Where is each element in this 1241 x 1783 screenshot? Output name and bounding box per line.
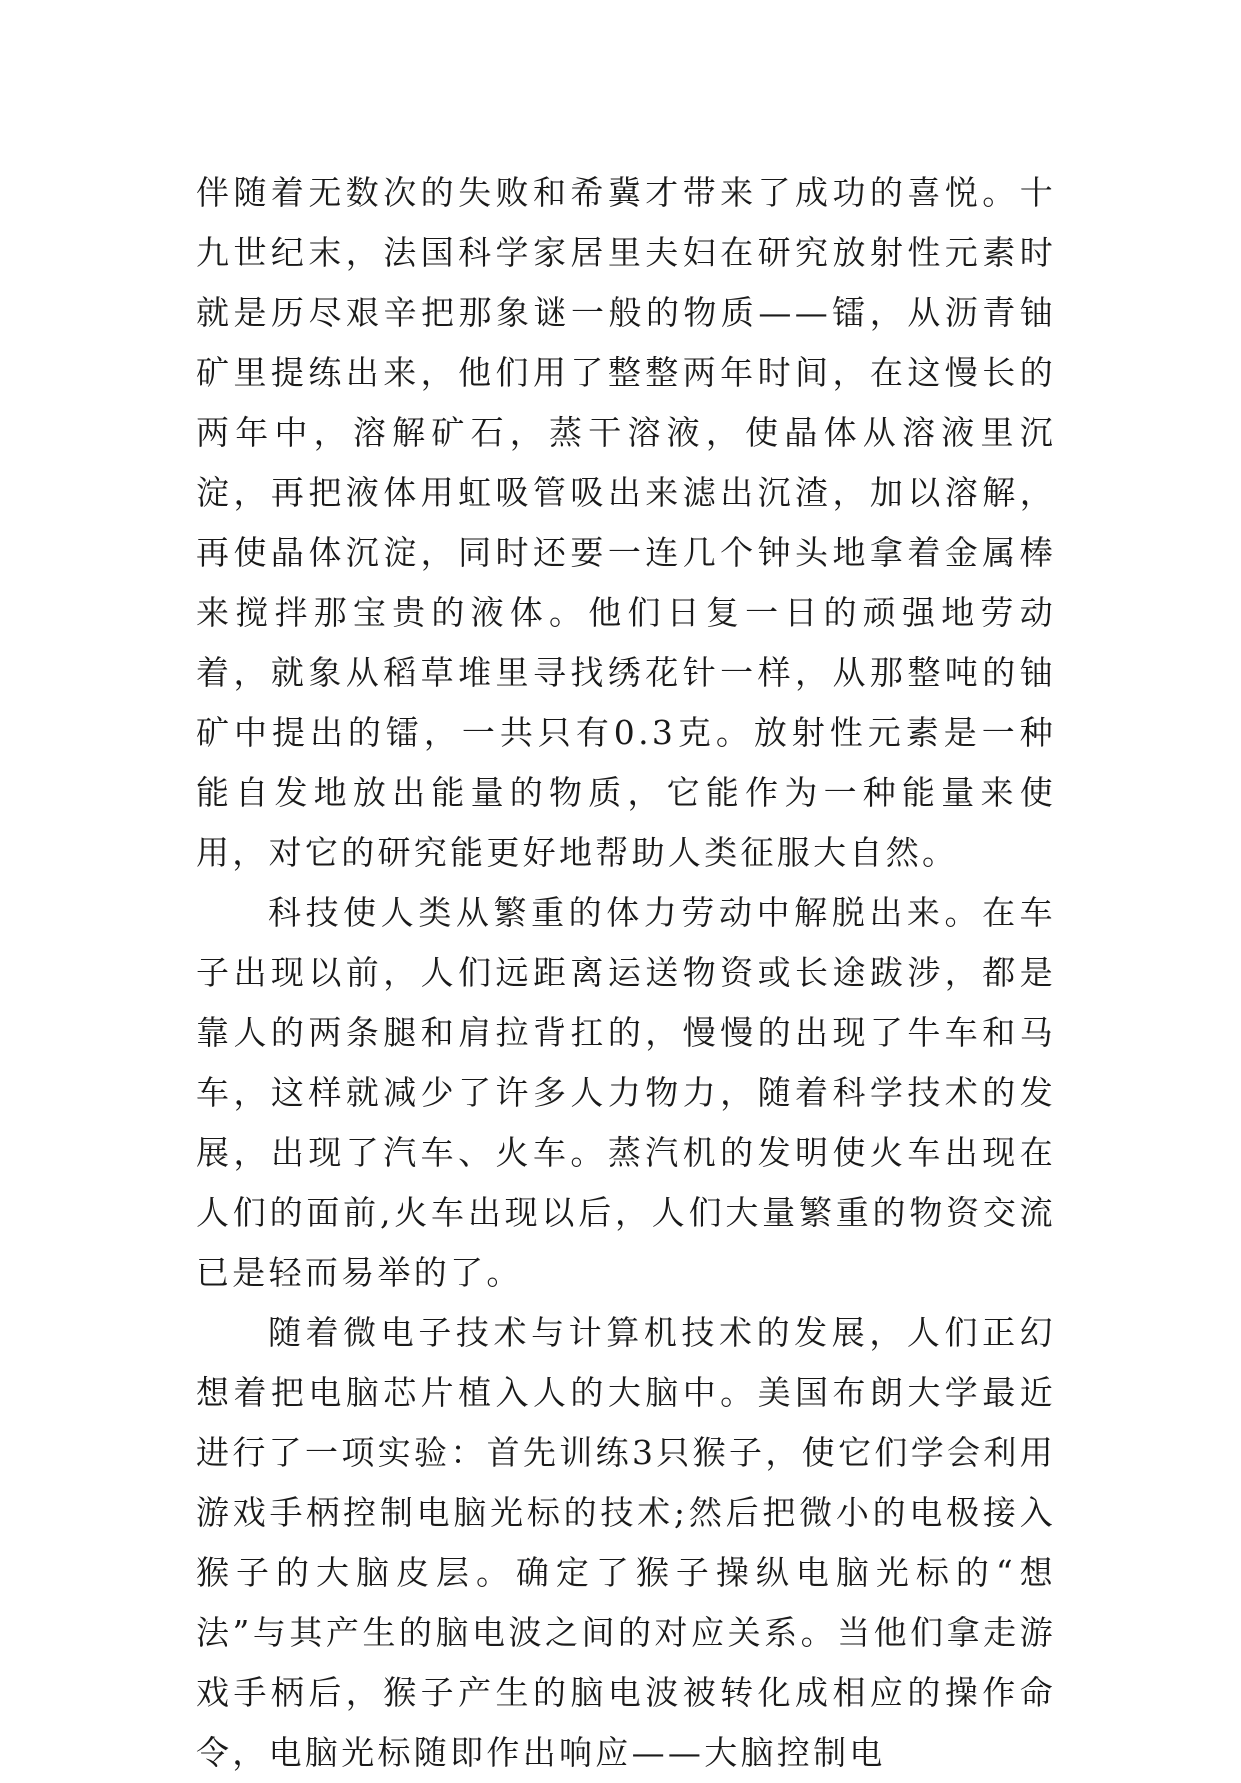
- paragraph-radium-research: 伴随着无数次的失败和希冀才带来了成功的喜悦。十九世纪末，法国科学家居里夫妇在研究放射性元素时就是历尽艰辛把那象谜一般的物质——镭，从沥青铀矿里提练出来，他们用了整整两年时间，在这慢长的两年中，溶解矿石，蒸干溶液，使晶体从溶液里沉淀，再把液体用虹吸管吸出来滤出沉渣，加以溶解，再使晶体沉淀，同时还要一连几个钟头地拿着金属棒来搅拌那宝贵的液体。他们日复一日的顽强地劳动着，就象从稻草堆里寻找绣花针一样，从那整吨的铀矿中提出的镭，一共只有0.3克。放射性元素是一种能自发地放出能量的物质，它能作为一种能量来使用，对它的研究能更好地帮助人类征服大自然。: [196, 173, 1056, 872]
- paragraph-brain-chip-experiment: 随着微电子技术与计算机技术的发展，人们正幻想着把电脑芯片植入人的大脑中。美国布朗大学最近进行了一项实验：首先训练3只猴子，使它们学会利用游戏手柄控制电脑光标的技术;然后把微小的电极接入猴子的大脑皮层。确定了猴子操纵电脑光标的“想法”与其产生的脑电波之间的对应关系。当他们拿走游戏手柄后，猴子产生的脑电波被转化成相应的操作命令，电脑光标随即作出响应——大脑控制电: [196, 1313, 1056, 1772]
- paragraph-transport-technology: 科技使人类从繁重的体力劳动中解脱出来。在车子出现以前，人们远距离运送物资或长途跋涉，都是靠人的两条腿和肩拉背扛的，慢慢的出现了牛车和马车，这样就减少了许多人力物力，随着科学技术的发展，出现了汽车、火车。蒸汽机的发明使火车出现在人们的面前,火车出现以后，人们大量繁重的物资交流已是轻而易举的了。: [196, 893, 1056, 1292]
- document-body: [196, 163, 1056, 1783]
